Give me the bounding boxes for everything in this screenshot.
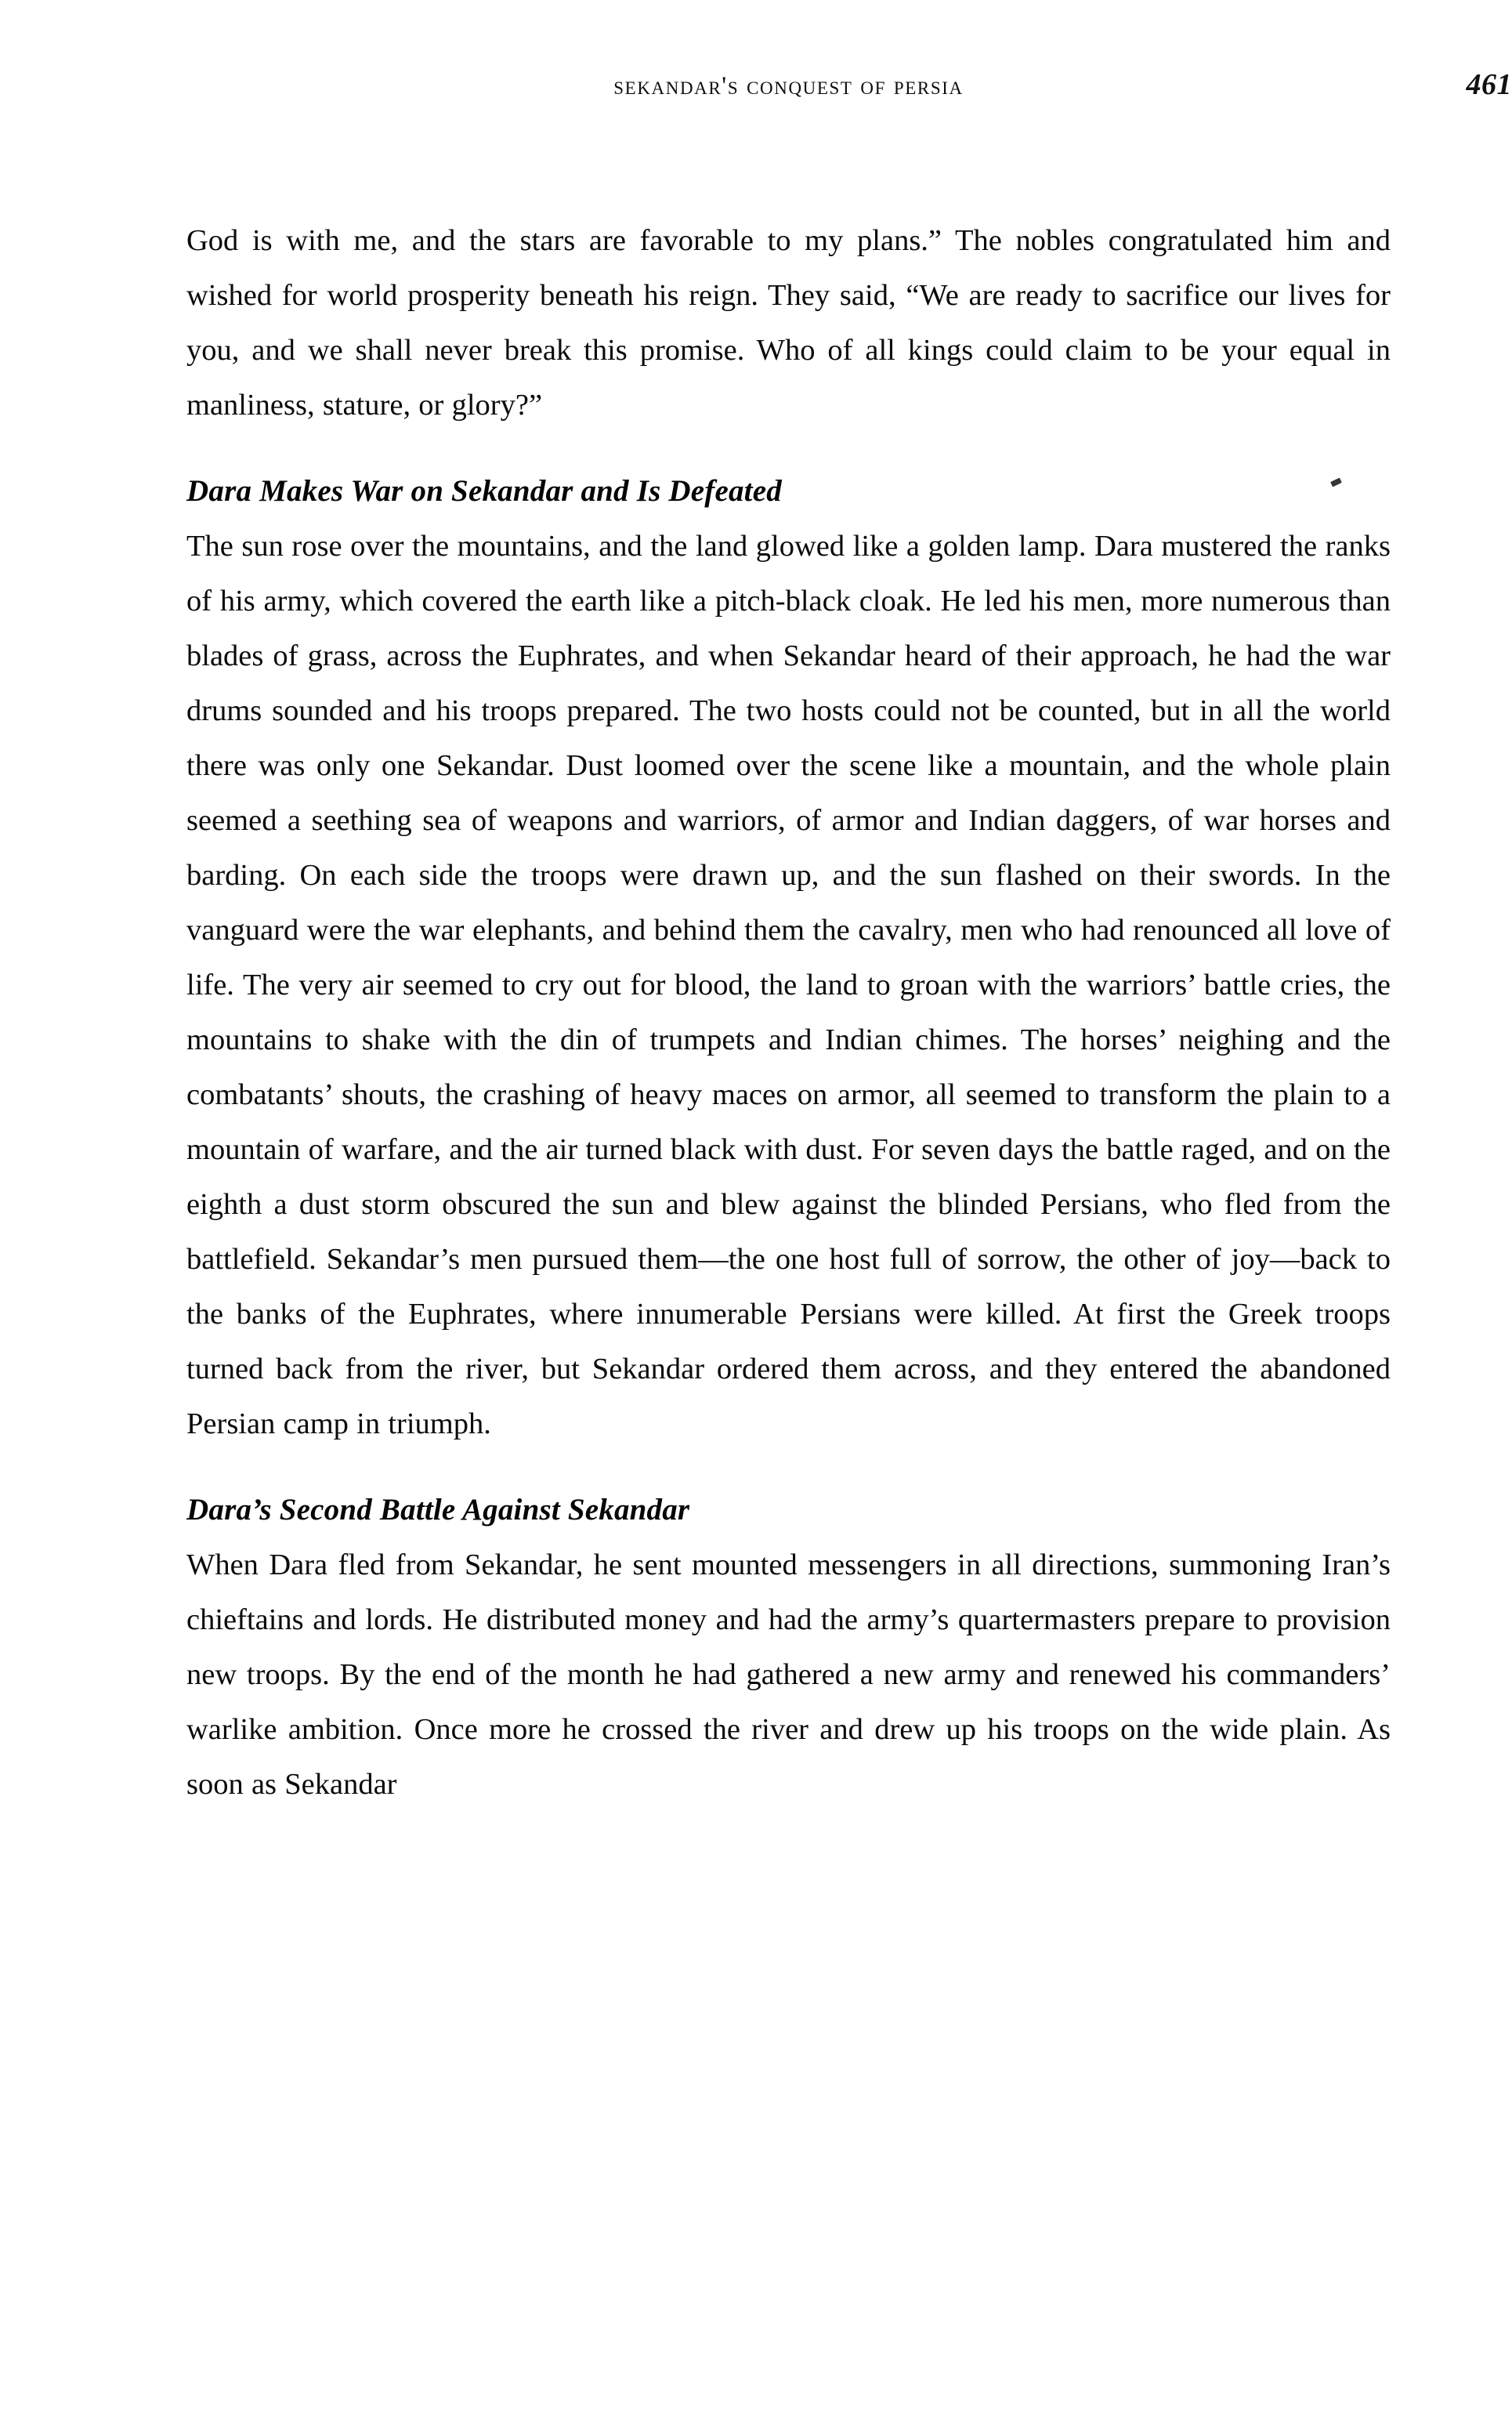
paragraph-continuation: God is with me, and the stars are favorable to my plans.” The nobles congratulated him and wished for world prosperity beneath his reign. They said, “We are ready to sacrifice our lives for you, and we shall never break this promise. Who of all kings could claim to be your equal in manliness, stature, or glory?” xyxy=(186,224,1391,422)
running-head-title: sekandar's conquest of persia xyxy=(613,72,964,100)
section-heading-daras-second-battle: Dara’s Second Battle Against Sekandar xyxy=(186,1493,690,1527)
paragraph-dara-makes-war: The sun rose over the mountains, and the land glowed like a golden lamp. Dara mustered the ranks of his army, which covered the earth like a pitch-black cloak. He led his men, more numerous than blades of grass, across the Euphrates, and when Sekandar heard of their approach, he had the war drums sounded and his troops prepared. The two hosts could not be counted, but in all the world there was only one Sekandar. Dust loomed over the scene like a mountain, and the whole plain seemed a seething sea of weapons and warriors, of armor and Indian daggers, of war horses and barding. On each side the troops were drawn up, and the sun flashed on their swords. In the vanguard were the war elephants, and behind them the cavalry, men who had renounced all love of life. The very air seemed to cry out for blood, the land to groan with the warriors’ battle cries, the mountains to shake with the din of trumpets and Indian chimes. The horses’ neighing and the combatants’ shouts, the crashing of heavy maces on armor, all seemed to transform the plain to a mountain of warfare, and the air turned black with dust. For seven days the battle raged, and on the eighth a dust storm obscured the sun and blew against the blinded Persians, who fled from the battlefield. Sekandar’s men pursued them—the one host full of sorrow, the other of joy—back to the banks of the Euphrates, where innumerable Persians were killed. At first the Greek troops turned back from the river, but Sekandar ordered them across, and they entered the abandoned Persian camp in triumph. xyxy=(186,530,1391,1440)
section-heading-dara-makes-war: Dara Makes War on Sekandar and Is Defeated xyxy=(186,474,782,508)
paragraph-daras-second-battle: When Dara fled from Sekandar, he sent mounted messengers in all directions, summoning Iran’s chieftains and lords. He distributed money and had the army’s quartermasters prepare to provision new troops. By the end of the month he had gathered a new army and renewed his commanders’ warlike ambition. Once more he crossed the river and drew up his troops on the wide plain. As soon as Sekandar xyxy=(186,1548,1391,1801)
text-block xyxy=(186,213,1391,1812)
running-head xyxy=(186,72,1391,116)
page-number: 461 xyxy=(1466,68,1512,101)
